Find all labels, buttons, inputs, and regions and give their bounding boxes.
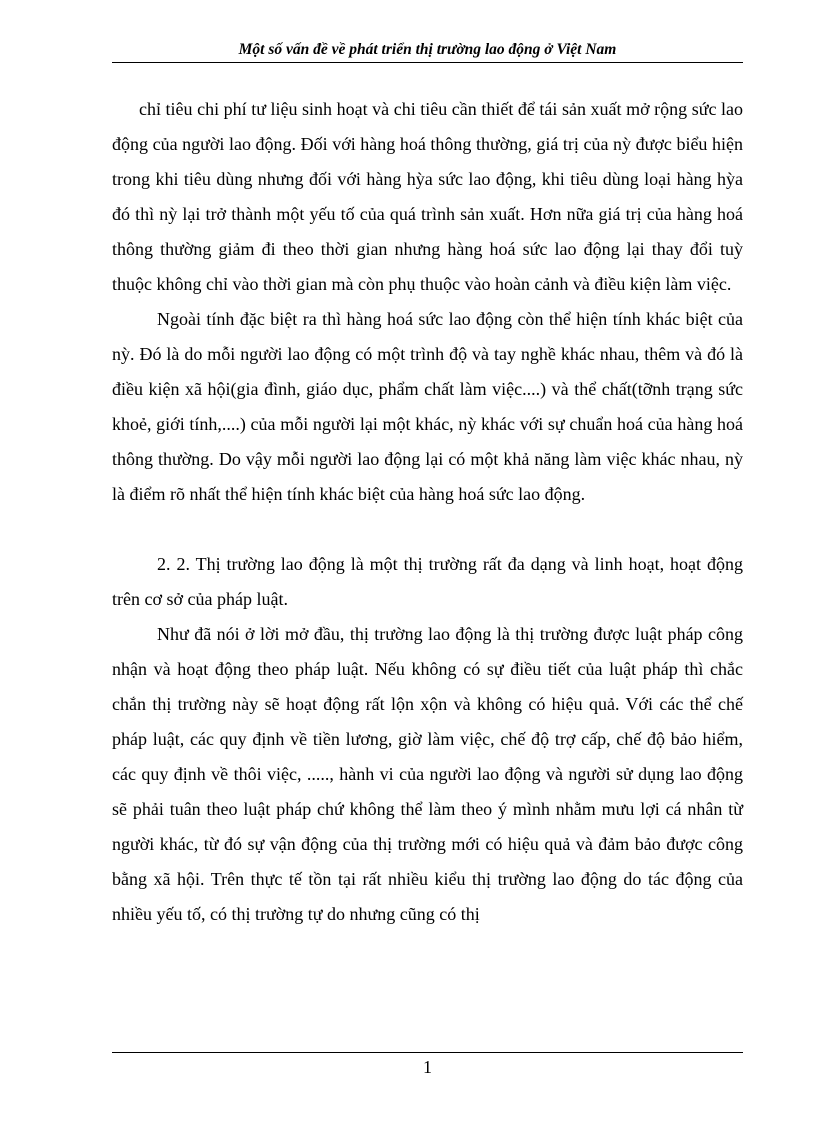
paragraph-labor-difference: Ngoài tính đặc biệt ra thì hàng hoá sức lao động còn thể hiện tính khác biệt của nỳ. Đó là do mỗi người lao động có một trình độ và tay nghề khác nhau, thêm và đó là điều kiện xã hội(gia đình, giáo dục, phẩm chất làm việc....) và thể chất(tỡnh trạng sức khoẻ, giới tính,....) của mỗi người lại một khác, nỳ khác với sự chuẩn hoá của hàng hoá thông thường. Do vậy mỗi người lao động lại có một khả năng làm việc khác nhau, nỳ là điểm rõ nhất thể hiện tính khác biệt của hàng hoá sức lao động.	[112, 309, 743, 504]
document-body	[112, 92, 743, 932]
paragraph-labor-value: chỉ tiêu chi phí tư liệu sinh hoạt và chi tiêu cần thiết để tái sản xuất mở rộng sức lao động của người lao động. Đối với hàng hoá thông thường, giá trị của nỳ được biểu hiện trong khi tiêu dùng nhưng đối với hàng hỳa sức lao động, khi tiêu dùng loại hàng hỳa đó thì nỳ lại trở thành một yếu tố của quá trình sản xuất. Hơn nữa giá trị của hàng hoá thông thường giảm đi theo thời gian nhưng hàng hoá sức lao động lại thay đổi tuỳ thuộc không chỉ vào thời gian mà còn phụ thuộc vào hoàn cảnh và điều kiện làm việc.	[112, 99, 743, 294]
page-number: 1	[423, 1057, 432, 1077]
paragraph-labor-law: Như đã nói ở lời mở đầu, thị trường lao động là thị trường được luật pháp công nhận và hoạt động theo pháp luật. Nếu không có sự điều tiết của luật pháp thì chắc chắn thị trường này sẽ hoạt động rất lộn xộn và không có hiệu quả. Với các thể chế pháp luật, các quy định về tiền lương, giờ làm việc, chế độ trợ cấp, chế độ bảo hiểm, các quy định về thôi việc, ....., hành vi của người lao động và người sử dụng lao động sẽ phải tuân theo luật pháp chứ không thể làm theo ý mình nhằm mưu lợi cá nhân từ người khác, từ đó sự vận động của thị trường mới có hiệu quả và đảm bảo được công bằng xã hội. Trên thực tế tồn tại rất nhiều kiểu thị trường lao động do tác động của nhiều yếu tố, có thị trường tự do nhưng cũng có thị	[112, 624, 743, 924]
header-divider	[112, 62, 743, 63]
running-header-title: Một số vấn đề về phát triển thị trường lao động ở Việt Nam	[238, 41, 617, 58]
section-heading-2-2: 2. 2. Thị trường lao động là một thị trường rất đa dạng và linh hoạt, hoạt động trên cơ sở của pháp luật.	[112, 554, 743, 609]
footer-divider	[112, 1052, 743, 1053]
